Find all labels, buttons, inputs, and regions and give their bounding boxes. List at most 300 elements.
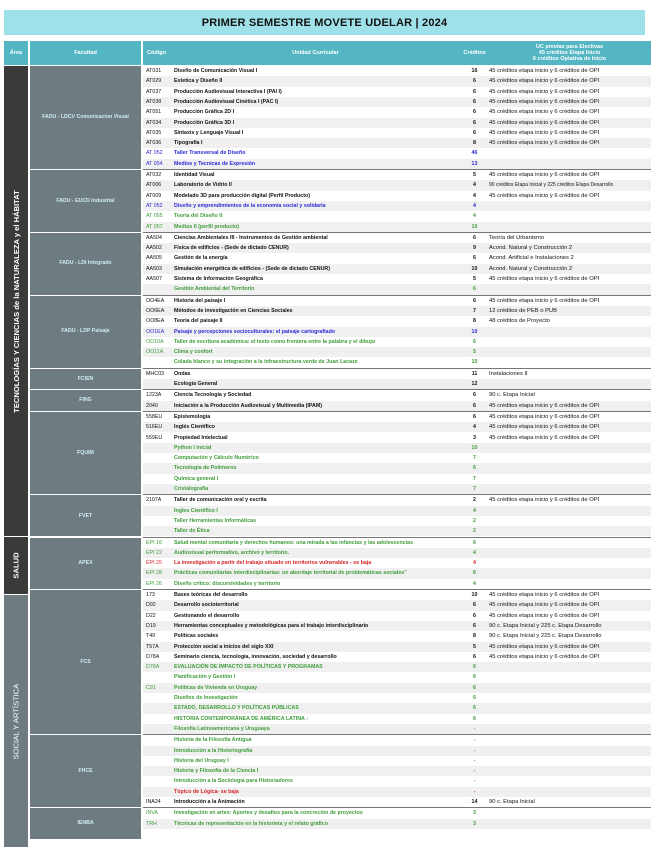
course-name: Historia del Uruguay I	[174, 757, 229, 764]
course-code: AT038	[146, 98, 162, 105]
course-code: D78A	[146, 664, 160, 671]
course-prerequisites: 45 créditos etapa inicio y 6 créditos de OPI	[489, 424, 600, 431]
course-code	[143, 766, 170, 776]
course-row	[143, 379, 651, 389]
course-prerequisites	[488, 776, 651, 786]
course-name: Estetica y Diseño II	[174, 78, 223, 85]
course-code	[143, 379, 170, 389]
course-code	[143, 484, 170, 494]
course-code: AA502	[146, 245, 162, 252]
course-prerequisites: Acond. Natural y Construcción 2	[489, 245, 573, 252]
faculty-fcien: FCIEN	[30, 369, 141, 390]
course-name: Herramientas conceptuales y metodológicas para el trabajo interdisciplinario	[174, 622, 369, 629]
course-credits: 3	[473, 434, 476, 441]
course-credits: -	[473, 747, 476, 754]
course-code: OO6EA	[146, 307, 165, 314]
course-prerequisites	[488, 516, 651, 526]
course-code: D78A	[146, 653, 160, 660]
course-prerequisites: 45 créditos etapa inicio y 6 créditos de OPI	[489, 653, 600, 660]
course-name: Iniciación a la Producción Audiovisual y Multimedia (IPAM)	[174, 402, 323, 409]
course-prerequisites	[488, 284, 651, 294]
course-name: Computación y Cálculo Numérico	[174, 455, 259, 462]
page-title: PRIMER SEMESTRE MOVETE UDELAR | 2024	[4, 10, 645, 35]
course-row	[143, 128, 651, 138]
course-row	[143, 412, 651, 422]
course-name: Diseño y emprendimientos de la economía social y solidaria	[174, 202, 326, 209]
course-row	[143, 233, 651, 243]
course-prerequisites	[488, 819, 651, 829]
course-code: TRH	[146, 820, 157, 827]
course-name: Tecnología de Polímeros	[174, 465, 237, 472]
course-prerequisites	[488, 662, 651, 672]
course-row	[143, 401, 651, 411]
course-credits: 6	[473, 413, 476, 420]
course-prerequisites: 90 c. Etapa Inicial	[489, 392, 535, 399]
course-prerequisites	[488, 735, 651, 745]
course-row	[143, 306, 651, 316]
course-credits: 4	[473, 560, 476, 567]
course-row	[143, 766, 651, 776]
course-credits: 6	[473, 297, 476, 304]
course-credits: 5	[473, 349, 476, 356]
course-code	[143, 526, 170, 536]
course-name: Protección social a inicios del siglo XXI	[174, 643, 274, 650]
course-credits: 11	[471, 370, 478, 377]
course-row	[143, 191, 651, 201]
course-code: EPI 22	[146, 549, 162, 556]
course-prerequisites	[488, 443, 651, 453]
course-name: Inglés Científico	[174, 424, 215, 431]
course-prerequisites: 48 créditos de Proyecto	[489, 318, 550, 325]
course-code	[143, 746, 170, 756]
course-name: ESTADO, DESARROLLO Y POLÍTICAS PÚBLICAS	[174, 705, 299, 712]
course-prerequisites: 45 créditos etapa inicio y 6 créditos de OPI	[489, 119, 600, 126]
course-name: Políticas de Vivienda en Uruguay	[174, 684, 258, 691]
course-name: Simulación energética de edificios - (Sede de dictado CENUR)	[174, 265, 330, 272]
course-prerequisites: 45 créditos etapa inicio y 6 créditos de OPI	[489, 592, 600, 598]
course-row	[143, 631, 651, 641]
course-credits: 5	[473, 276, 476, 282]
course-name: Diseño de Comunicación Visual I	[174, 68, 258, 74]
area-social-artistica: SOCIAL Y ARTÍSTICA	[4, 595, 28, 847]
course-prerequisites: 45 créditos etapa inicio y 6 créditos de OPI	[489, 497, 600, 504]
course-code	[143, 756, 170, 766]
course-name: HISTORIA CONTEMPORÁNEA DE AMÉRICA LATINA -	[174, 715, 308, 722]
course-credits: 7	[473, 475, 476, 482]
header-uc-previas-title: UC previas para Electivas	[535, 43, 604, 50]
course-credits: 7	[473, 455, 476, 462]
course-code	[143, 284, 170, 294]
course-prerequisites	[488, 714, 651, 724]
course-name: Gestión de la energía	[174, 255, 228, 262]
header-uc-previas-line3: 6 créditos Optativa de Inicio	[532, 56, 607, 63]
course-row	[143, 170, 651, 180]
course-prerequisites: 45 créditos etapa inicio y 6 créditos de OPI	[489, 192, 600, 199]
course-prerequisites: 45 créditos etapa inicio y 6 créditos de OPI	[489, 434, 600, 441]
course-credits: 4	[473, 580, 476, 587]
header-creditos: Créditos	[461, 41, 488, 65]
course-row	[143, 118, 651, 128]
course-prerequisites	[488, 579, 651, 589]
course-credits: -	[473, 788, 476, 795]
course-prerequisites	[488, 693, 651, 703]
course-prerequisites	[488, 766, 651, 776]
course-code	[143, 703, 170, 713]
course-name: Desarrollo socioterritorial	[174, 602, 239, 609]
course-prerequisites: 45 créditos etapa inicio y 6 créditos de OPI	[489, 129, 600, 136]
course-row	[143, 87, 651, 97]
area-tecnologias: TECNOLOGÍAS Y CIENCIAS de la NATURALEZA y el HÁBITAT	[4, 66, 28, 536]
faculty-apex: APEX	[30, 538, 141, 590]
course-credits: 13	[471, 160, 478, 167]
course-name: Audiovisual performativo, archivo y territorio.	[174, 549, 290, 556]
course-prerequisites: 45 créditos etapa inicio y 6 créditos de OPI	[489, 172, 600, 178]
course-row	[143, 484, 651, 494]
course-row	[143, 180, 651, 190]
course-row	[143, 422, 651, 432]
course-code	[143, 714, 170, 724]
course-row	[143, 662, 651, 672]
course-code: OO11A	[146, 349, 164, 356]
course-row	[143, 621, 651, 631]
course-code: MHC03	[146, 370, 164, 377]
course-code: 558EU	[146, 413, 163, 420]
course-name: Producción Audiovisual Cinética I (PAC I)	[174, 98, 279, 105]
course-name: Taller de Ética	[174, 528, 210, 535]
course-credits: 10	[471, 265, 478, 272]
course-name: Ciencia Tecnología y Sociedad	[174, 392, 252, 399]
course-prerequisites: 45 créditos etapa inicio y 6 créditos de OPI	[489, 276, 600, 282]
course-prerequisites: 45 créditos etapa inicio y 6 créditos de OPI	[489, 109, 600, 116]
course-credits: 6	[473, 664, 476, 671]
course-credits: 6	[473, 255, 476, 262]
course-prerequisites: 45 créditos etapa inicio y 6 créditos de OPI	[489, 602, 600, 609]
course-credits: 6	[473, 465, 476, 472]
course-row	[143, 568, 651, 578]
course-credits: 6	[473, 109, 476, 116]
course-credits: 8	[473, 318, 476, 325]
course-row	[143, 66, 651, 76]
course-name: Tópico de Lógica- se baja	[174, 788, 239, 795]
course-code: D22	[146, 612, 156, 619]
course-credits: 6	[473, 715, 476, 722]
course-code: EPI 26	[146, 580, 162, 587]
course-code	[143, 443, 170, 453]
course-name: Historia de la Filosofía Antigua	[174, 737, 252, 744]
course-row	[143, 337, 651, 347]
course-name: Taller Herramientas Informáticas	[174, 517, 257, 524]
course-prerequisites	[488, 568, 651, 578]
course-prerequisites	[488, 347, 651, 357]
course-row	[143, 347, 651, 357]
course-prerequisites	[488, 484, 651, 494]
course-name: Laboratorio de Vidrio II	[174, 182, 232, 189]
course-code: D19	[146, 622, 156, 629]
course-prerequisites	[488, 379, 651, 389]
course-prerequisites	[488, 526, 651, 536]
faculty-fhce: FHCE	[30, 735, 141, 807]
course-code: EPI 16	[146, 539, 162, 546]
course-prerequisites: Teoría del Urbanismo	[489, 234, 545, 241]
course-credits: 6	[473, 402, 476, 409]
course-credits: 10	[471, 328, 478, 335]
header-unidad-curricular: Unidad Curricular	[170, 41, 461, 65]
course-prerequisites: 90 c. Etapa Inicial y 225 c. Etapa Desarrollo	[489, 622, 602, 629]
course-row	[143, 76, 651, 86]
course-code: AA503	[146, 265, 162, 272]
course-name: Taller de escritura académica: el texto como frontera entre la palabra y el dibujo	[174, 338, 375, 345]
course-code: T49	[146, 633, 156, 640]
course-row	[143, 724, 651, 734]
course-name: Tipografía I	[174, 140, 203, 147]
course-code: D92	[146, 602, 156, 609]
course-prerequisites	[488, 337, 651, 347]
course-name: Paisaje y percepciones socioculturales: el paisaje cartografiado	[174, 328, 336, 335]
course-credits: 6	[473, 539, 476, 546]
course-name: Sistema de Información Geográfica	[174, 276, 263, 282]
course-credits: 2	[473, 517, 476, 524]
course-row	[143, 642, 651, 652]
course-row	[143, 703, 651, 713]
course-prerequisites	[488, 683, 651, 693]
course-name: Diseño crítico: discursividades y territorio	[174, 580, 281, 587]
course-credits: 6	[473, 622, 476, 629]
course-credits: 5	[473, 643, 476, 650]
course-row	[143, 148, 651, 158]
course-prerequisites	[488, 211, 651, 221]
course-credits: 6	[473, 129, 476, 136]
course-credits: 8	[473, 140, 476, 147]
course-row	[143, 506, 651, 516]
course-prerequisites: 90 c. Etapa Inicial y 225 c. Etapa Desarrollo	[489, 633, 602, 640]
faculty-fadu-ldcv-comunicacion-visual: FADU - LDCV Comunicacion Visual	[30, 66, 141, 169]
course-name: EVALUACIÓN DE IMPACTO DE POLÍTICAS Y PROGRAMAS	[174, 664, 323, 671]
course-prerequisites: Instalaciones II	[489, 370, 528, 377]
course-credits: 10	[471, 359, 478, 366]
course-credits: 4	[473, 213, 476, 220]
course-credits: 6	[473, 119, 476, 126]
course-prerequisites	[488, 453, 651, 463]
area-salud: SALUD	[4, 537, 28, 594]
course-prerequisites: 45 créditos etapa inicio y 6 créditos de OPI	[489, 78, 600, 85]
course-row	[143, 264, 651, 274]
course-credits: 4	[473, 424, 476, 431]
course-credits: 8	[473, 633, 476, 640]
course-prerequisites	[488, 148, 651, 158]
course-prerequisites: 45 créditos etapa inicio y 6 créditos de OPI	[489, 140, 600, 147]
course-code: AT031	[146, 68, 162, 74]
course-code: OO10A	[146, 338, 164, 345]
course-name: Introducción a la Animación	[174, 799, 245, 805]
course-name: Salud mental comunitaria y derechos humanos: una mirada a las infancias y las adolescencias	[174, 539, 414, 546]
course-name: Medios y Tecnicas de Expresión	[174, 160, 256, 167]
course-credits: 6	[473, 674, 476, 681]
course-prerequisites	[488, 159, 651, 169]
course-name: Epistemología	[174, 413, 211, 420]
faculty-fing: FING	[30, 390, 141, 411]
course-code: C91	[146, 684, 156, 691]
course-code: OO8EA	[146, 318, 165, 325]
course-prerequisites	[488, 222, 651, 232]
course-prerequisites: Acond. Natural y Construcción 2	[489, 265, 573, 272]
course-row	[143, 463, 651, 473]
course-row	[143, 222, 651, 232]
course-credits: 7	[473, 486, 476, 492]
course-credits: 6	[473, 286, 476, 293]
course-prerequisites	[488, 808, 651, 818]
course-code	[143, 735, 170, 745]
course-row	[143, 284, 651, 294]
course-row	[143, 243, 651, 253]
course-name: Colada blanco y su integración a la infraestructura verde de Juan Lacaze	[174, 359, 358, 366]
course-name: Investigación en artes: Aportes y desafíos para la concreción de proyectos	[174, 810, 363, 817]
course-code	[143, 672, 170, 682]
course-credits: 6	[473, 695, 476, 701]
course-name: Modelado 3D para producción digital (Perfil Producto)	[174, 192, 310, 199]
course-name: Introducción a la Historiografía	[174, 747, 253, 754]
course-code: AT006	[146, 182, 162, 189]
course-code	[143, 776, 170, 786]
course-row	[143, 538, 651, 548]
course-name: Métodos de investigación en Ciencias Sociales	[174, 307, 293, 314]
course-code: AT 052	[146, 150, 163, 157]
course-row	[143, 138, 651, 148]
course-credits: 46	[471, 150, 478, 157]
course-code: 173	[146, 592, 155, 598]
course-credits: 10	[471, 592, 478, 598]
course-name: Políticas sociales	[174, 633, 219, 640]
course-prerequisites: 45 créditos etapa inicio y 6 créditos de OPI	[489, 297, 600, 304]
course-code: 559EU	[146, 434, 163, 441]
course-row	[143, 693, 651, 703]
course-credits: 4	[473, 507, 476, 514]
course-name: Medios II (perfil producto)	[174, 223, 240, 230]
course-credits: 3	[473, 820, 476, 827]
course-credits: 6	[473, 602, 476, 609]
course-credits: 12	[471, 381, 478, 387]
course-credits: 6	[473, 705, 476, 712]
course-name: Química general I	[174, 475, 219, 482]
course-code: AT037	[146, 88, 162, 95]
course-name: Historia del paisaje I	[174, 297, 226, 304]
header-uc-previas-line2: 45 créditos Etapa Inicio	[538, 49, 601, 56]
course-credits: 16	[471, 68, 478, 74]
course-code: OO1EA	[146, 328, 165, 335]
course-prerequisites	[488, 558, 651, 568]
course-prerequisites	[488, 463, 651, 473]
course-code: AT 052	[146, 202, 163, 209]
course-credits: 3	[473, 810, 476, 817]
course-row	[143, 274, 651, 284]
course-credits: 10	[471, 444, 478, 451]
course-code: 1223A	[146, 392, 162, 399]
course-name: Taller de comunicación oral y escrita	[174, 497, 267, 504]
course-row	[143, 253, 651, 263]
course-name: Producción Gráfica 2D I	[174, 109, 235, 116]
course-credits: 4	[473, 202, 476, 209]
faculty-fvet: FVET	[30, 495, 141, 536]
course-code	[143, 463, 170, 473]
course-row	[143, 201, 651, 211]
faculty-fadu-eucd-industrial: FADU - EUCD Industrial	[30, 170, 141, 232]
course-row	[143, 611, 651, 621]
course-code	[143, 787, 170, 797]
course-prerequisites	[488, 201, 651, 211]
course-code: 2040	[146, 402, 158, 409]
course-row	[143, 756, 651, 766]
course-code: AT 057	[146, 223, 163, 230]
course-name: Técnicas de representación en la historieta y el relato gráfico	[174, 820, 328, 827]
course-code: AA505	[146, 255, 162, 262]
course-code: T57A	[146, 643, 159, 650]
course-credits: 6	[473, 98, 476, 105]
course-prerequisites: 45 créditos etapa inicio y 6 créditos de OPI	[489, 402, 600, 409]
course-prerequisites	[488, 672, 651, 682]
course-prerequisites: 45 créditos etapa inicio y 6 créditos de OPI	[489, 88, 600, 95]
course-row	[143, 390, 651, 400]
course-code	[143, 693, 170, 703]
course-prerequisites: 90 c. Etapa Inicial	[489, 799, 535, 805]
header-codigo: Código	[143, 41, 170, 65]
course-name: Gestión Ambiental del Territorio	[174, 286, 255, 293]
course-code	[143, 724, 170, 734]
course-row	[143, 97, 651, 107]
course-credits: 6	[473, 612, 476, 619]
course-prerequisites	[488, 327, 651, 337]
faculty-fadu-ldp-paisaje: FADU - LDP Paisaje	[30, 296, 141, 368]
course-row	[143, 735, 651, 745]
course-row	[143, 672, 651, 682]
course-row	[143, 526, 651, 536]
course-credits: 6	[473, 653, 476, 660]
course-credits: -	[473, 768, 476, 775]
course-prerequisites: 45 créditos etapa inicio y 6 créditos de OPI	[489, 98, 600, 105]
course-credits: -	[473, 778, 476, 785]
header-area: Área	[4, 41, 28, 65]
course-code: AT009	[146, 192, 162, 199]
faculty-fquim: FQUIM	[30, 412, 141, 494]
course-name: Identidad Visual	[174, 172, 215, 178]
course-credits: -	[473, 725, 476, 732]
course-credits: 6	[473, 338, 476, 345]
course-row	[143, 590, 651, 600]
course-row	[143, 600, 651, 610]
course-credits: 7	[473, 307, 476, 314]
course-prerequisites: 45 créditos etapa inicio y 6 créditos de OPI	[489, 643, 600, 650]
course-prerequisites	[488, 538, 651, 548]
course-row	[143, 579, 651, 589]
course-credits: 5	[473, 172, 476, 178]
course-code: AT 055	[146, 213, 163, 220]
course-credits: 6	[473, 234, 476, 241]
course-prerequisites: 45 créditos etapa inicio y 6 créditos de OPI	[489, 612, 600, 619]
course-code: 2107A	[146, 497, 162, 504]
course-credits: 2	[473, 528, 476, 535]
course-code: AA507	[146, 276, 162, 282]
course-prerequisites	[488, 756, 651, 766]
course-row	[143, 652, 651, 662]
course-code: EPI 28	[146, 570, 162, 577]
course-row	[143, 714, 651, 724]
course-credits: 6	[473, 392, 476, 399]
course-name: Ciencias Ambientales III - Instrumentos de Gestión ambiental	[174, 234, 328, 241]
faculty-ienba: IENBA	[30, 808, 141, 839]
course-credits: 2	[473, 497, 476, 504]
course-code: OO4EA	[146, 297, 165, 304]
course-row	[143, 683, 651, 693]
course-code	[143, 474, 170, 484]
course-credits: 6	[473, 78, 476, 85]
